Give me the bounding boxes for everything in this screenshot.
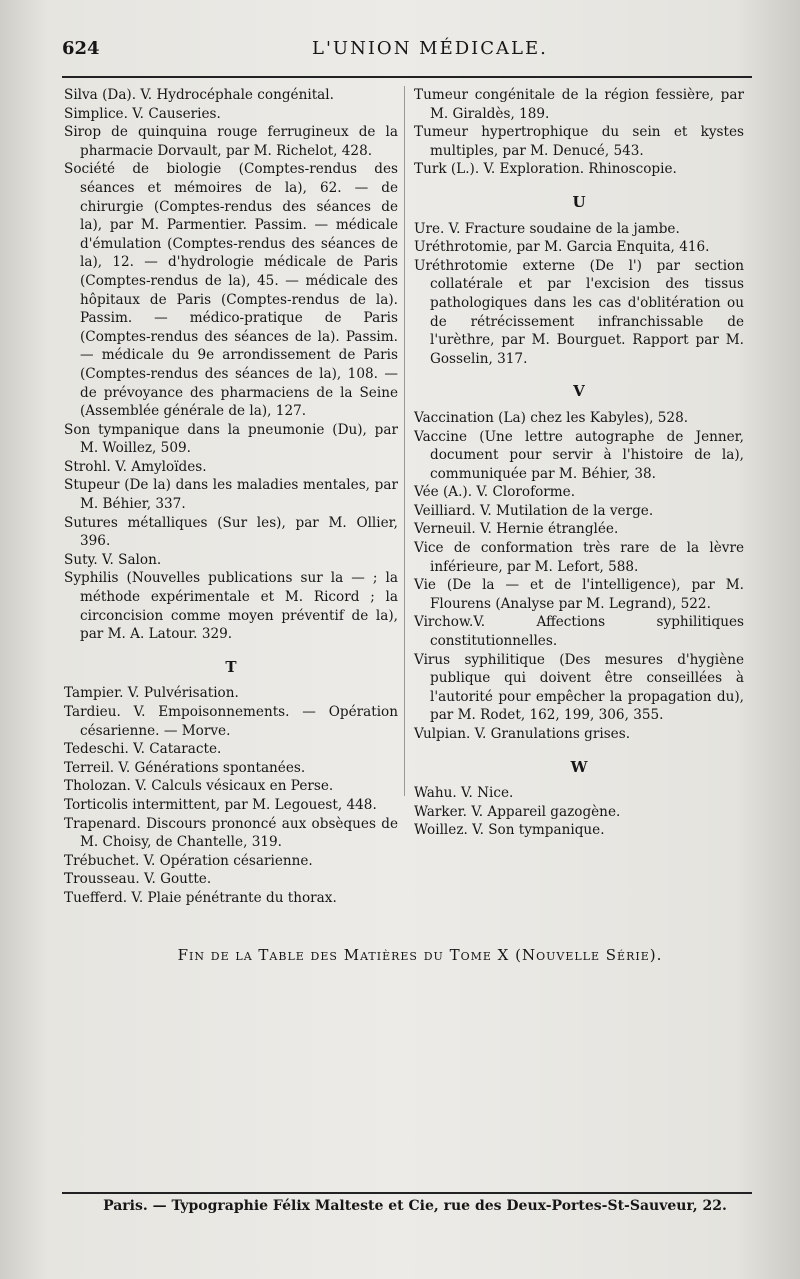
index-entry: Terreil. V. Générations spontanées. [64,759,306,776]
running-title: L'UNION MÉDICALE. [312,38,548,59]
index-entry: Vie (De la — et de l'intelligence), par M. Flourens (Analyse par M. Legrand), 522. [414,577,744,612]
section-letter: T [225,657,237,676]
index-entry: Ure. V. Fracture soudaine de la jambe. [414,220,680,237]
end-of-table-note: Fin de la Table des Matières du Tome X (Nouvelle Série). [177,946,663,964]
index-entry: Warker. V. Appareil gazogène. [414,803,621,820]
index-entry: Veilliard. V. Mutilation de la verge. [414,502,654,519]
index-entry: Tumeur congénitale de la région fessière, par M. Giraldès, 189. [414,87,744,122]
index-entry: Stupeur (De la) dans les maladies mentales, par M. Béhier, 337. [64,477,398,513]
index-entry: Torticolis intermittent, par M. Legouest, 448. [64,796,377,813]
column-divider [404,86,405,796]
index-entry: Verneuil. V. Hernie étranglée. [414,521,619,538]
right-column [414,86,744,840]
section-letter: U [572,192,586,211]
index-entry: Tholozan. V. Calculs vésicaux en Perse. [64,778,334,795]
header-rule [62,76,752,78]
index-entry: Vulpian. V. Granulations grises. [414,726,631,742]
index-entry: Strohl. V. Amyloïdes. [64,458,207,475]
index-entry: Virchow.V. Affections syphilitiques constitutionnelles. [414,614,744,650]
left-column [64,86,398,908]
index-entry: Syphilis (Nouvelles publications sur la — ; la méthode expérimentale et M. Ricord ; la circoncision comme moyen préventif de la), par M. A. Latour. 329. [64,570,398,643]
index-entry: Vaccine (Une lettre autographe de Jenner, document pour servir à l'histoire de la), communiquée par M. Béhier, 38. [414,428,744,482]
index-entry: Son tympanique dans la pneumonie (Du), par M. Woillez, 509. [64,421,398,457]
index-entry: Sutures métalliques (Sur les), par M. Ollier, 396. [64,514,398,550]
index-entry: Tampier. V. Pulvérisation. [64,685,239,702]
index-entry: Sirop de quinquina rouge ferrugineux de la pharmacie Dorvault, par M. Richelot, 428. [64,124,398,159]
index-entry: Uréthrotomie externe (De l') par section collatérale et par l'excision des tissus pathologiques dans les cas d'oblitération ou de rétrécissement infranchissable de l'urèthre, par M. Bourguet. Rapport par M. Gosselin, 317. [414,257,744,367]
section-letter: V [573,382,585,401]
page-number: 624 [62,38,100,59]
index-entry: Vice de conformation très rare de la lèvre inférieure, par M. Lefort, 588. [414,540,744,575]
footer-rule [62,1192,752,1194]
page-header [62,38,742,68]
index-entry: Woillez. V. Son tympanique. [414,822,605,839]
index-entry: Vée (A.). V. Cloroforme. [414,484,576,501]
section-letter: W [570,757,588,776]
index-entry: Trébuchet. V. Opération césarienne. [64,852,313,869]
index-entry: Wahu. V. Nice. [414,785,514,802]
index-entry: Suty. V. Salon. [64,551,162,568]
index-entry: Simplice. V. Causeries. [64,105,221,122]
index-entry: Turk (L.). V. Exploration. Rhinoscopie. [414,161,677,178]
index-entry: Société de biologie (Comptes-rendus des séances et mémoires de la), 62. — de chirurgie (Comptes-rendus des séances de la), par M. Parmentier. Passim. — médicale d'émulation (Comptes-rendus des séances de la), 12. — d'hydrologie médicale de Paris (Comptes-rendus de la), 45. — médicale des hôpitaux de Paris (Comptes-rendus de la). Passim. — médico-pratique de Paris (Comptes-rendus des séances de la). Passim. — médicale du 9e arrondissement de Paris (Comptes-rendus des séances de la), 108. — de prévoyance des pharmaciens de la Seine (Assemblée générale de la), 127. [64,161,398,420]
printer-footer: Paris. — Typographie Félix Malteste et Cie, rue des Deux-Portes-St-Sauveur, 22. [103,1198,727,1214]
index-entry: Silva (Da). V. Hydrocéphale congénital. [64,87,334,103]
index-entry: Trapenard. Discours prononcé aux obsèques de M. Choisy, de Chantelle, 319. [64,815,398,851]
index-entry: Tardieu. V. Empoisonnements. — Opération césarienne. — Morve. [64,704,398,739]
index-entry: Uréthrotomie, par M. Garcia Enquita, 416. [414,239,710,256]
index-entry: Vaccination (La) chez les Kabyles), 528. [414,409,689,426]
index-entry: Tumeur hypertrophique du sein et kystes multiples, par M. Denucé, 543. [414,124,744,159]
index-entry: Tedeschi. V. Cataracte. [64,741,222,758]
index-entry: Trousseau. V. Goutte. [64,871,212,888]
index-entry: Tuefferd. V. Plaie pénétrante du thorax. [64,889,337,906]
index-entry: Virus syphilitique (Des mesures d'hygiène publique qui doivent être conseillées à l'autorité pour empêcher la propagation du), par M. Rodet, 162, 199, 306, 355. [414,651,744,724]
